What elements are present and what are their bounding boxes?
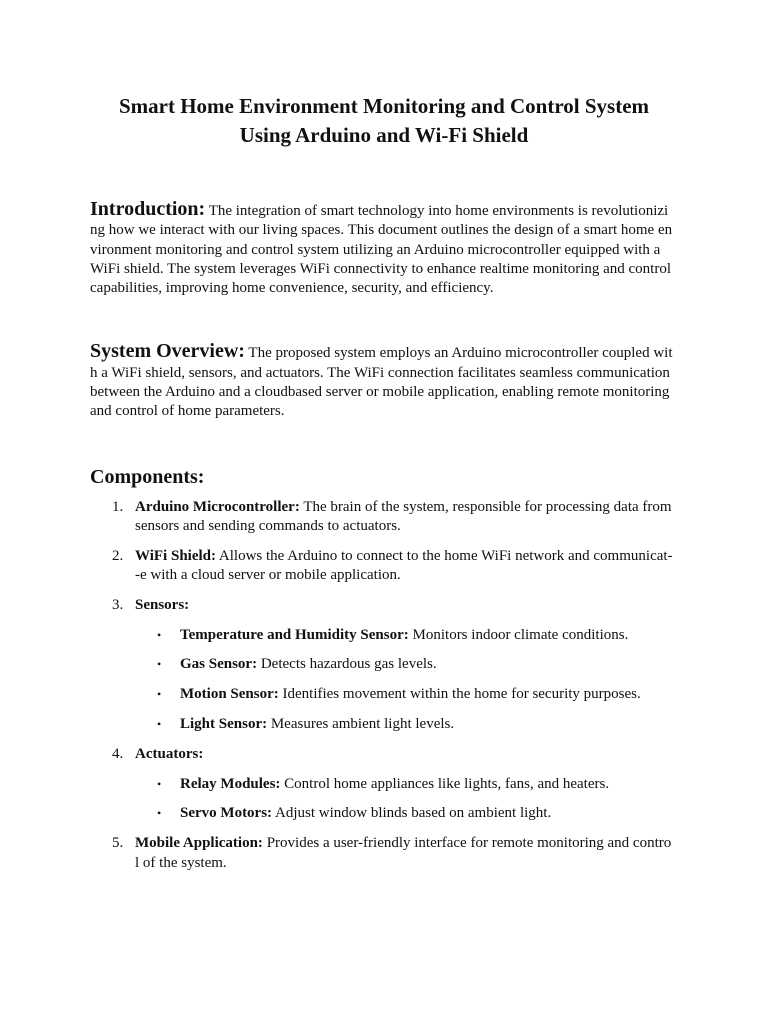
- sub-item-label: Motion Sensor:: [180, 686, 279, 703]
- item-text: The brain of the system, responsible for processing data from: [299, 498, 672, 515]
- sub-list-item: [135, 775, 678, 794]
- item-text: l of the system.: [135, 854, 227, 871]
- components-heading: Components:: [90, 465, 205, 488]
- title-line-2: Using Arduino and Wi-Fi Shield: [239, 123, 529, 147]
- item-text: Allows the Arduino to connect to the home WiFi network and communicat-: [216, 547, 673, 564]
- item-text: -e with a cloud server or mobile application.: [135, 567, 401, 584]
- list-item: [90, 834, 678, 873]
- sub-item-text: Adjust window blinds based on ambient light.: [272, 805, 552, 822]
- overview-line: h a WiFi shield, sensors, and actuators. The WiFi connection facilitates seamless communication: [90, 364, 670, 381]
- item-label: Mobile Application:: [135, 835, 263, 852]
- list-number: 3.: [112, 596, 124, 613]
- bullet-icon: •: [157, 717, 162, 732]
- sub-item-label: Temperature and Humidity Sensor:: [180, 626, 409, 643]
- sub-item-text: Measures ambient light levels.: [267, 716, 455, 733]
- introduction-line: ng how we interact with our living spaces. This document outlines the design of a smart home en: [90, 222, 673, 239]
- list-number: 2.: [112, 547, 124, 564]
- sub-item-label: Relay Modules:: [180, 775, 281, 792]
- item-label: WiFi Shield:: [135, 547, 216, 564]
- item-text: Provides a user-friendly interface for remote monitoring and contro: [262, 835, 672, 852]
- overview-text: The proposed system employs an Arduino microcontroller coupled wit: [244, 345, 673, 362]
- sub-item-label: Servo Motors:: [180, 805, 273, 822]
- sub-list-item: [135, 655, 678, 674]
- sub-list-item: [135, 715, 678, 734]
- introduction-line: capabilities, improving home convenience, security, and efficiency.: [90, 280, 494, 297]
- actuators-sublist: [135, 775, 678, 824]
- system-overview-paragraph: [90, 342, 678, 421]
- sub-item-text: Detects hazardous gas levels.: [257, 656, 437, 673]
- sub-list-item: [135, 804, 678, 823]
- introduction-line: WiFi shield. The system leverages WiFi connectivity to enhance realtime monitoring and control: [90, 260, 672, 277]
- introduction-text: The integration of smart technology into home environments is revolutionizi: [205, 203, 669, 219]
- item-label: Actuators:: [135, 745, 204, 762]
- overview-line-1: [90, 342, 678, 363]
- components-list: [90, 498, 678, 873]
- sub-item-label: Light Sensor:: [180, 716, 268, 733]
- system-overview-heading: System Overview:: [90, 340, 245, 363]
- list-item: [90, 745, 678, 824]
- sub-item-text: Monitors indoor climate conditions.: [408, 626, 629, 643]
- introduction-line-1: [90, 200, 678, 221]
- bullet-icon: •: [157, 627, 162, 642]
- sub-item-text: Identifies movement within the home for security purposes.: [278, 686, 641, 703]
- introduction-heading: Introduction:: [90, 198, 206, 220]
- list-item: [90, 498, 678, 537]
- sub-list-item: [135, 685, 678, 704]
- title-line-1: Smart Home Environment Monitoring and Control System: [118, 94, 650, 118]
- list-number: 1.: [112, 498, 124, 515]
- sub-item-label: Gas Sensor:: [180, 656, 258, 673]
- overview-line: and control of home parameters.: [90, 403, 285, 420]
- overview-line: between the Arduino and a cloudbased server or mobile application, enabling remote monitoring: [90, 384, 670, 401]
- bullet-icon: •: [157, 687, 162, 702]
- bullet-icon: •: [157, 806, 162, 821]
- bullet-icon: •: [157, 776, 162, 791]
- introduction-line: vironment monitoring and control system utilizing an Arduino microcontroller equipped with a: [90, 241, 661, 258]
- item-label: Sensors:: [135, 596, 190, 613]
- list-item: [90, 596, 678, 734]
- introduction-paragraph: [90, 200, 678, 298]
- list-number: 4.: [112, 745, 124, 762]
- sub-item-text: Control home appliances like lights, fans, and heaters.: [280, 775, 610, 792]
- item-label: Arduino Microcontroller:: [135, 498, 300, 515]
- list-number: 5.: [112, 835, 124, 852]
- sub-list-item: [135, 626, 678, 645]
- sensors-sublist: [135, 626, 678, 735]
- bullet-icon: •: [157, 657, 162, 672]
- item-text: sensors and sending commands to actuators.: [135, 517, 401, 534]
- document-title: [90, 92, 678, 150]
- list-item: [90, 547, 678, 586]
